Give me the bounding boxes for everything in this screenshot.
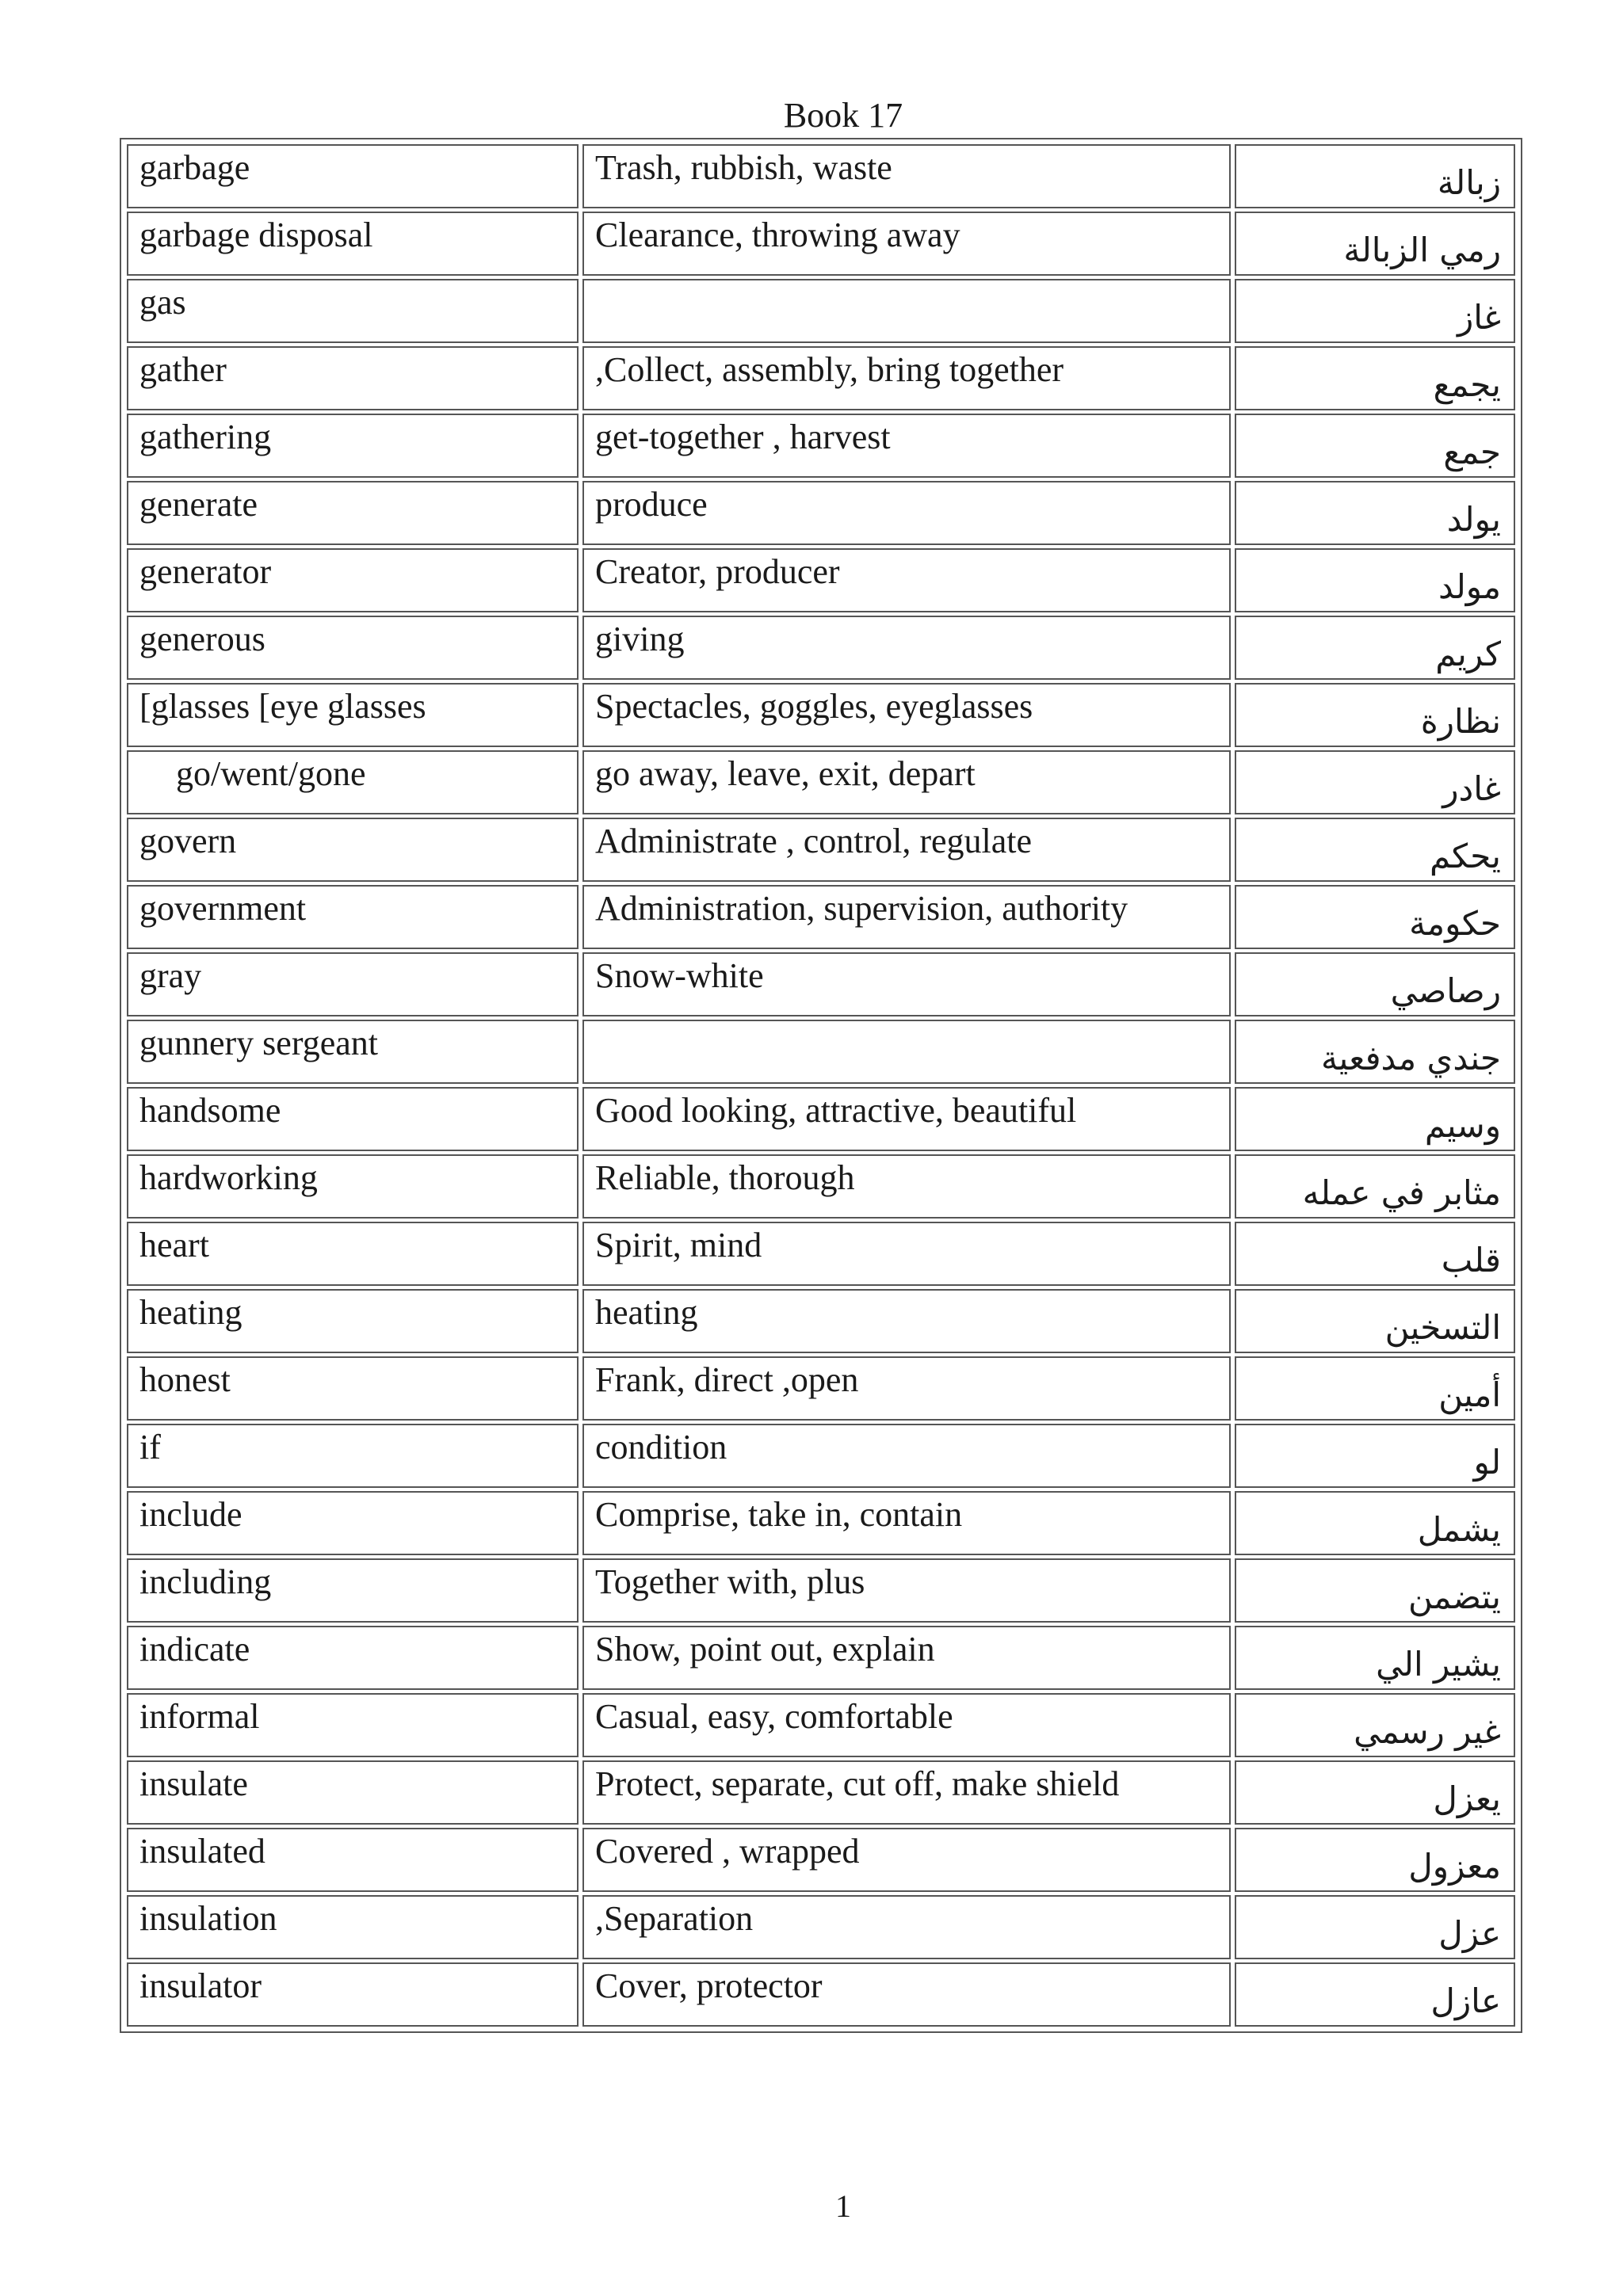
arabic-translation-cell: يحكم: [1235, 818, 1515, 882]
arabic-translation-cell: أمين: [1235, 1356, 1515, 1421]
english-word-cell: gathering: [127, 414, 579, 478]
table-row: [127, 1895, 1515, 1959]
synonyms-cell: Administration, supervision, authority: [582, 885, 1231, 949]
synonyms-cell: Good looking, attractive, beautiful: [582, 1087, 1231, 1151]
arabic-translation-cell: حكومة: [1235, 885, 1515, 949]
arabic-translation-cell: يعزل: [1235, 1760, 1515, 1825]
arabic-translation-cell: يولد: [1235, 481, 1515, 545]
arabic-translation-cell: رصاصي: [1235, 952, 1515, 1016]
arabic-translation-cell: معزول: [1235, 1828, 1515, 1892]
arabic-translation-cell: وسيم: [1235, 1087, 1515, 1151]
synonyms-cell: [582, 1020, 1231, 1084]
arabic-translation-cell: رمي الزبالة: [1235, 212, 1515, 276]
table-row: [127, 1962, 1515, 2027]
synonyms-cell: Clearance, throwing away: [582, 212, 1231, 276]
arabic-translation-cell: يتضمن: [1235, 1558, 1515, 1623]
english-word-cell: generate: [127, 481, 579, 545]
synonyms-cell: Spectacles, goggles, eyeglasses: [582, 683, 1231, 747]
table-row: [127, 414, 1515, 478]
table-row: [127, 750, 1515, 814]
synonyms-cell: Snow-white: [582, 952, 1231, 1016]
synonyms-cell: Protect, separate, cut off, make shield: [582, 1760, 1231, 1825]
table-row: [127, 144, 1515, 208]
arabic-translation-cell: جندي مدفعية: [1235, 1020, 1515, 1084]
table-row: [127, 1222, 1515, 1286]
english-word-cell: insulate: [127, 1760, 579, 1825]
arabic-translation-cell: مولد: [1235, 548, 1515, 612]
english-word-cell: generous: [127, 616, 579, 680]
english-word-cell: garbage disposal: [127, 212, 579, 276]
table-row: [127, 481, 1515, 545]
synonyms-cell: Together with, plus: [582, 1558, 1231, 1623]
arabic-translation-cell: مثابر في عمله: [1235, 1154, 1515, 1219]
synonyms-cell: ,Separation: [582, 1895, 1231, 1959]
english-word-cell: hardworking: [127, 1154, 579, 1219]
vocabulary-table: [120, 138, 1522, 2033]
table-row: [127, 1491, 1515, 1555]
synonyms-cell: heating: [582, 1289, 1231, 1353]
arabic-translation-cell: يشمل: [1235, 1491, 1515, 1555]
table-row: [127, 1558, 1515, 1623]
synonyms-cell: get-together , harvest: [582, 414, 1231, 478]
english-word-cell: honest: [127, 1356, 579, 1421]
table-row: [127, 952, 1515, 1016]
synonyms-cell: condition: [582, 1424, 1231, 1488]
table-row: [127, 279, 1515, 343]
arabic-translation-cell: قلب: [1235, 1222, 1515, 1286]
page-title: Book 17: [783, 96, 903, 135]
table-row: [127, 1828, 1515, 1892]
table-row: [127, 1424, 1515, 1488]
table-row: [127, 1154, 1515, 1219]
english-word-cell: garbage: [127, 144, 579, 208]
arabic-translation-cell: غير رسمي: [1235, 1693, 1515, 1757]
english-word-cell: insulated: [127, 1828, 579, 1892]
english-word-cell: gunnery sergeant: [127, 1020, 579, 1084]
english-word-cell: insulation: [127, 1895, 579, 1959]
synonyms-cell: Casual, easy, comfortable: [582, 1693, 1231, 1757]
table-row: [127, 1626, 1515, 1690]
synonyms-cell: Spirit, mind: [582, 1222, 1231, 1286]
table-row: [127, 885, 1515, 949]
synonyms-cell: Frank, direct ,open: [582, 1356, 1231, 1421]
arabic-translation-cell: التسخين: [1235, 1289, 1515, 1353]
arabic-translation-cell: نظارة: [1235, 683, 1515, 747]
synonyms-cell: Administrate , control, regulate: [582, 818, 1231, 882]
table-row: [127, 212, 1515, 276]
table-row: [127, 548, 1515, 612]
synonyms-cell: ,Collect, assembly, bring together: [582, 346, 1231, 410]
english-word-cell: go/went/gone: [127, 750, 579, 814]
synonyms-cell: Covered , wrapped: [582, 1828, 1231, 1892]
english-word-cell: informal: [127, 1693, 579, 1757]
table-row: [127, 1087, 1515, 1151]
arabic-translation-cell: كريم: [1235, 616, 1515, 680]
table-row: [127, 346, 1515, 410]
arabic-translation-cell: غادر: [1235, 750, 1515, 814]
arabic-translation-cell: يجمع: [1235, 346, 1515, 410]
synonyms-cell: Creator, producer: [582, 548, 1231, 612]
english-word-cell: if: [127, 1424, 579, 1488]
table-row: [127, 818, 1515, 882]
synonyms-cell: giving: [582, 616, 1231, 680]
synonyms-cell: Comprise, take in, contain: [582, 1491, 1231, 1555]
table-row: [127, 683, 1515, 747]
arabic-translation-cell: غاز: [1235, 279, 1515, 343]
table-row: [127, 1289, 1515, 1353]
english-word-cell: heart: [127, 1222, 579, 1286]
english-word-cell: gray: [127, 952, 579, 1016]
arabic-translation-cell: زبالة: [1235, 144, 1515, 208]
english-word-cell: gas: [127, 279, 579, 343]
table-row: [127, 616, 1515, 680]
synonyms-cell: Reliable, thorough: [582, 1154, 1231, 1219]
english-word-cell: indicate: [127, 1626, 579, 1690]
table-row: [127, 1693, 1515, 1757]
english-word-cell: including: [127, 1558, 579, 1623]
synonyms-cell: produce: [582, 481, 1231, 545]
table-row: [127, 1020, 1515, 1084]
vocabulary-table-body: [127, 144, 1515, 2027]
synonyms-cell: [582, 279, 1231, 343]
english-word-cell: insulator: [127, 1962, 579, 2027]
arabic-translation-cell: عازل: [1235, 1962, 1515, 2027]
english-word-cell: heating: [127, 1289, 579, 1353]
arabic-translation-cell: يشير الي: [1235, 1626, 1515, 1690]
arabic-translation-cell: عزل: [1235, 1895, 1515, 1959]
english-word-cell: include: [127, 1491, 579, 1555]
table-row: [127, 1760, 1515, 1825]
english-word-cell: generator: [127, 548, 579, 612]
arabic-translation-cell: جمع: [1235, 414, 1515, 478]
english-word-cell: government: [127, 885, 579, 949]
english-word-cell: [glasses [eye glasses: [127, 683, 579, 747]
synonyms-cell: go away, leave, exit, depart: [582, 750, 1231, 814]
english-word-cell: handsome: [127, 1087, 579, 1151]
english-word-cell: gather: [127, 346, 579, 410]
synonyms-cell: Cover, protector: [582, 1962, 1231, 2027]
english-word-cell: govern: [127, 818, 579, 882]
arabic-translation-cell: لو: [1235, 1424, 1515, 1488]
synonyms-cell: Trash, rubbish, waste: [582, 144, 1231, 208]
table-row: [127, 1356, 1515, 1421]
page-number: 1: [835, 2188, 851, 2224]
synonyms-cell: Show, point out, explain: [582, 1626, 1231, 1690]
